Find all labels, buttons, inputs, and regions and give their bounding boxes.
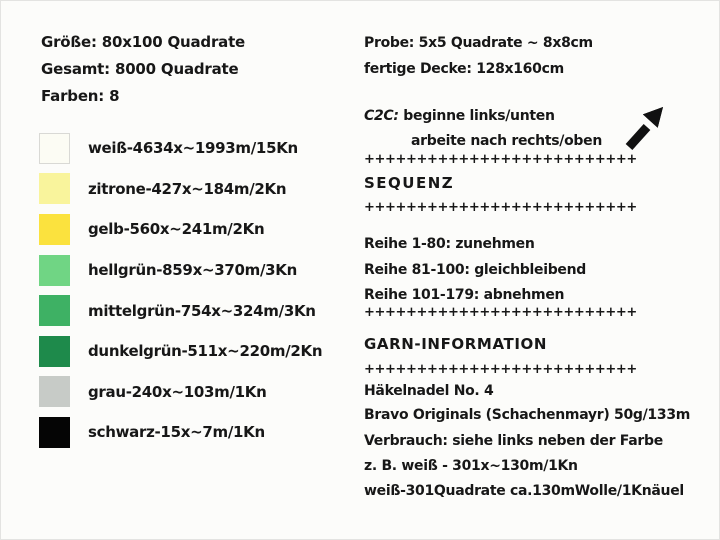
plus-divider: ++++++++++++++++++++++++++ bbox=[364, 200, 637, 215]
colors-line: Farben: 8 bbox=[41, 87, 120, 105]
c2c-label: C2C: bbox=[364, 108, 399, 124]
color-swatch-gelb bbox=[39, 214, 70, 245]
legend-label: gelb-560x~241m/2Kn bbox=[88, 220, 265, 239]
color-swatch-schwarz bbox=[39, 417, 70, 448]
hook-size-line: Häkelnadel No. 4 bbox=[364, 383, 494, 399]
rows-increase-line: Reihe 1-80: zunehmen bbox=[364, 236, 535, 252]
sequenz-heading: SEQUENZ bbox=[364, 174, 455, 192]
legend-row bbox=[39, 209, 322, 250]
plus-divider: ++++++++++++++++++++++++++ bbox=[364, 152, 637, 167]
legend-row bbox=[39, 169, 322, 210]
plus-divider: ++++++++++++++++++++++++++ bbox=[364, 305, 637, 320]
c2c-start-text: beginne links/unten bbox=[398, 108, 555, 124]
color-swatch-mittelgruen bbox=[39, 295, 70, 326]
legend-label: weiß-4634x~1993m/15Kn bbox=[88, 139, 298, 158]
rows-decrease-line: Reihe 101-179: abnehmen bbox=[364, 287, 565, 303]
yarn-brand-line: Bravo Originals (Schachenmayr) 50g/133m bbox=[364, 407, 691, 423]
legend-label: schwarz-15x~7m/1Kn bbox=[88, 423, 265, 442]
color-swatch-zitrone bbox=[39, 173, 70, 204]
legend-row bbox=[39, 372, 322, 413]
c2c-direction-line: arbeite nach rechts/oben bbox=[411, 133, 602, 149]
legend-row bbox=[39, 290, 322, 331]
rows-steady-line: Reihe 81-100: gleichbleibend bbox=[364, 261, 586, 278]
usage-example-detail-line: weiß-301Quadrate ca.130mWolle/1Knäuel bbox=[364, 483, 684, 499]
gauge-line: Probe: 5x5 Quadrate ~ 8x8cm bbox=[364, 35, 593, 51]
color-swatch-grau bbox=[39, 376, 70, 407]
legend-label: hellgrün-859x~370m/3Kn bbox=[88, 261, 297, 280]
color-swatch-dunkelgruen bbox=[39, 336, 70, 367]
legend-row bbox=[39, 331, 322, 372]
color-swatch-weiss bbox=[39, 133, 70, 164]
usage-note-line: Verbrauch: siehe links neben der Farbe bbox=[364, 433, 663, 449]
legend-row bbox=[39, 128, 322, 169]
size-line: Größe: 80x100 Quadrate bbox=[41, 33, 246, 51]
up-right-arrow-icon bbox=[623, 101, 669, 153]
legend-row bbox=[39, 412, 322, 453]
color-legend bbox=[39, 128, 322, 453]
yarn-info-heading: GARN-INFORMATION bbox=[364, 335, 548, 353]
legend-row bbox=[39, 250, 322, 291]
plus-divider: ++++++++++++++++++++++++++ bbox=[364, 362, 637, 377]
size-summary bbox=[41, 29, 245, 110]
legend-label: grau-240x~103m/1Kn bbox=[88, 382, 267, 401]
legend-label: mittelgrün-754x~324m/3Kn bbox=[88, 301, 316, 320]
usage-example-line: z. B. weiß - 301x~130m/1Kn bbox=[364, 458, 578, 474]
color-swatch-hellgruen bbox=[39, 255, 70, 286]
legend-label: zitrone-427x~184m/2Kn bbox=[88, 179, 287, 198]
c2c-start-line bbox=[364, 108, 555, 124]
finished-size-line: fertige Decke: 128x160cm bbox=[364, 61, 564, 77]
legend-label: dunkelgrün-511x~220m/2Kn bbox=[88, 342, 323, 361]
total-line: Gesamt: 8000 Quadrate bbox=[41, 60, 239, 78]
